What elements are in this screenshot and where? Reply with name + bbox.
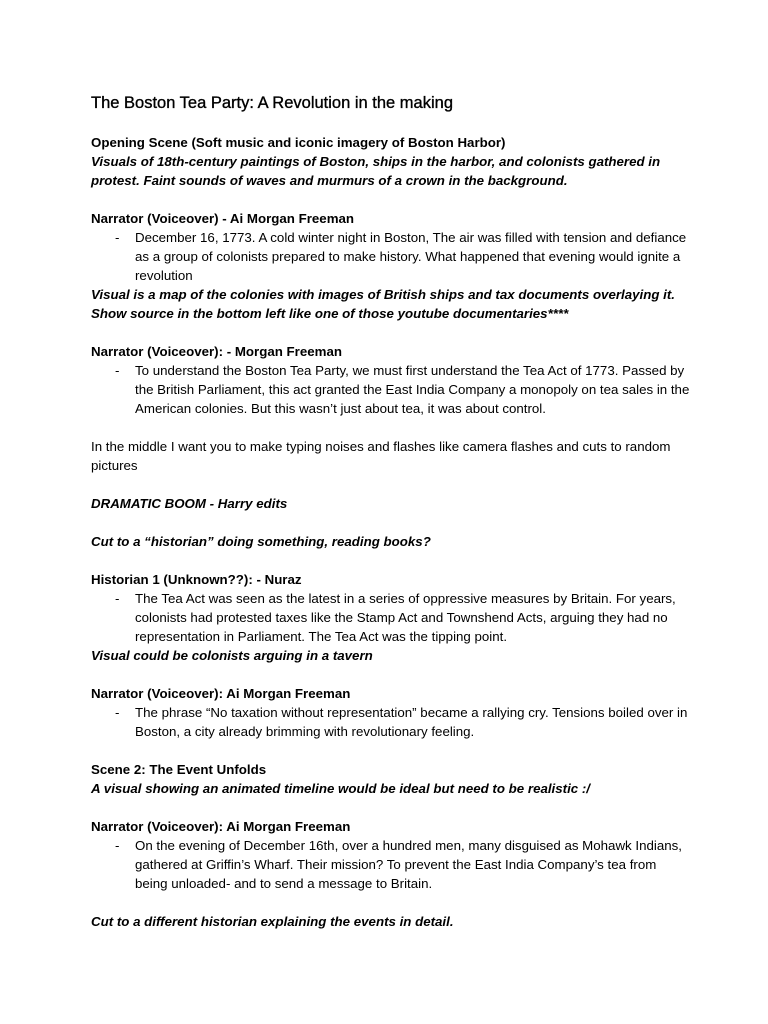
opening-scene-visual: Visuals of 18th-century paintings of Boston, ships in the harbor, and colonists gathered in protest. Faint sounds of waves and murmurs of a crown in the background. (91, 154, 661, 188)
narrator-2-line (91, 361, 691, 418)
spacer (91, 893, 691, 912)
spacer (91, 475, 691, 494)
document-title: The Boston Tea Party: A Revolution in the making (91, 94, 453, 112)
opening-scene-heading: Opening Scene (Soft music and iconic imagery of Boston Harbor) (91, 135, 506, 150)
document-page (91, 92, 691, 931)
spacer (91, 513, 691, 532)
historian-1-speaker: Historian 1 (Unknown??): - Nuraz (91, 572, 302, 587)
narrator-3-speaker: Narrator (Voiceover): Ai Morgan Freeman (91, 686, 351, 701)
narrator-4-line (91, 836, 691, 893)
historian-1-text: The Tea Act was seen as the latest in a series of oppressive measures by Britain. For years, colonists had protested taxes like the Stamp Act and Townshend Acts, arguing they had no representation in Parliament. The Tea Act was the tipping point. (135, 591, 676, 644)
spacer (91, 323, 691, 342)
middle-note: In the middle I want you to make typing noises and flashes like camera flashes and cuts to random pictures (91, 439, 671, 473)
cut-to-historian-note: Cut to a “historian” doing something, reading books? (91, 534, 431, 549)
narrator-2-speaker: Narrator (Voiceover): - Morgan Freeman (91, 344, 342, 359)
spacer (91, 551, 691, 570)
narrator-1-line (91, 228, 691, 285)
dramatic-boom-note: DRAMATIC BOOM - Harry edits (91, 496, 288, 511)
historian-1-visual: Visual could be colonists arguing in a tavern (91, 648, 373, 663)
cut-to-different-historian-note: Cut to a different historian explaining the events in detail. (91, 914, 454, 929)
spacer (91, 798, 691, 817)
bullet-dash: - (115, 705, 120, 720)
narrator-2-text: To understand the Boston Tea Party, we must first understand the Tea Act of 1773. Passed by the British Parliament, this act granted the East India Company a monopoly on tea sales in the American colonies. But this wasn’t just about tea, it was about control. (135, 363, 690, 416)
historian-1-line (91, 589, 691, 646)
bullet-dash: - (115, 363, 120, 378)
spacer (91, 741, 691, 760)
narrator-1-speaker: Narrator (Voiceover) - Ai Morgan Freeman (91, 211, 355, 226)
spacer (91, 418, 691, 437)
narrator-3-text: The phrase “No taxation without representation” became a rallying cry. Tensions boiled over in Boston, a city already brimming with revolutionary feeling. (135, 705, 688, 739)
bullet-dash: - (115, 838, 120, 853)
narrator-4-speaker: Narrator (Voiceover): Ai Morgan Freeman (91, 819, 351, 834)
narrator-1-visual: Visual is a map of the colonies with images of British ships and tax documents overlaying it. Show source in the bottom left like one of those youtube documentaries**** (91, 287, 675, 321)
narrator-4-text: On the evening of December 16th, over a hundred men, many disguised as Mohawk Indians, gathered at Griffin’s Wharf. Their mission? To prevent the East India Company’s tea from being unloaded- and to send a message to Britain. (135, 838, 682, 891)
scene-2-heading: Scene 2: The Event Unfolds (91, 762, 267, 777)
spacer (91, 665, 691, 684)
spacer (91, 190, 691, 209)
narrator-3-line (91, 703, 691, 741)
narrator-1-text: December 16, 1773. A cold winter night in Boston, The air was filled with tension and defiance as a group of colonists prepared to make history. What happened that evening would ignite a revolution (135, 230, 687, 283)
bullet-dash: - (115, 591, 120, 606)
bullet-dash: - (115, 230, 120, 245)
scene-2-visual: A visual showing an animated timeline would be ideal but need to be realistic :/ (91, 781, 590, 796)
